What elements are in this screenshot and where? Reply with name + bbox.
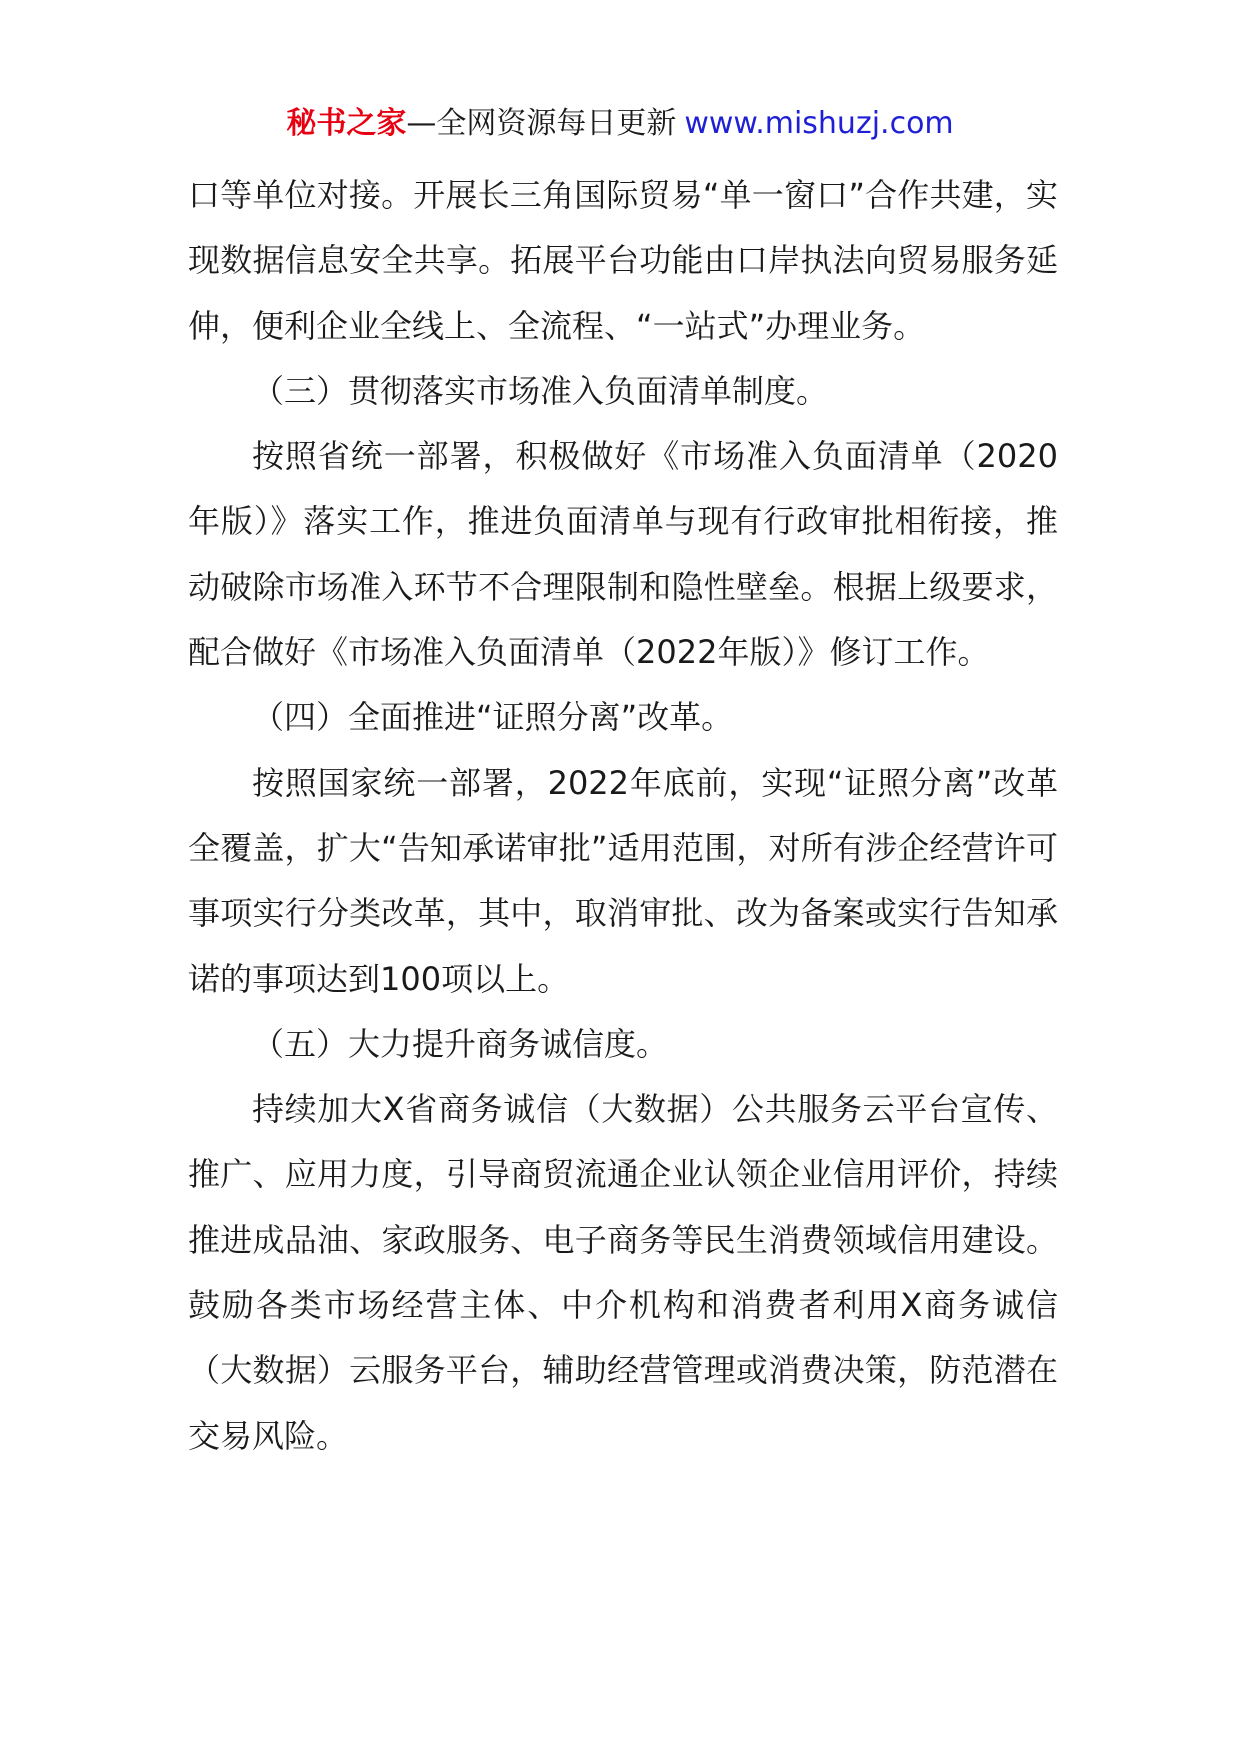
site-header: [0, 100, 1240, 148]
paragraph-business-credit: 持续加大X省商务诚信（大数据）公共服务云平台宣传、推广、应用力度，引导商贸流通企业认领企业信用评价，持续推进成品油、家政服务、电子商务等民生消费领域信用建设。鼓励各类市场经营主体、中介机构和消费者利用X商务诚信（大数据）云服务平台，辅助经营管理或消费决策，防范潜在交易风险。: [188, 1090, 1058, 1455]
document-body: [188, 163, 1058, 1469]
section-heading-5: （五）大力提升商务诚信度。: [252, 1024, 669, 1063]
header-tagline: —全网资源每日更新: [406, 106, 677, 141]
paragraph-license-reform: 按照国家统一部署，2022年底前，实现“证照分离”改革全覆盖，扩大“告知承诺审批”适用范围，对所有涉企经营许可事项实行分类改革，其中，取消审批、改为备案或实行告知承诺的事项达到100项以上。: [188, 763, 1058, 998]
section-heading-4: （四）全面推进“证照分离”改革。: [252, 698, 734, 737]
paragraph-negative-list: 按照省统一部署，积极做好《市场准入负面清单（2020年版）》落实工作，推进负面清单与现有行政审批相衔接，推动破除市场准入环节不合理限制和隐性壁垒。根据上级要求，配合做好《市场准入负面清单（2022年版）》修订工作。: [188, 437, 1058, 672]
section-heading-3: （三）贯彻落实市场准入负面清单制度。: [252, 371, 829, 410]
site-url-link[interactable]: www.mishuzj.com: [684, 106, 954, 141]
paragraph-continued: 口等单位对接。开展长三角国际贸易“单一窗口”合作共建，实现数据信息安全共享。拓展平台功能由口岸执法向贸易服务延伸，便利企业全线上、全流程、“一站式”办理业务。: [188, 176, 1058, 345]
brand-name: 秘书之家: [286, 106, 407, 141]
